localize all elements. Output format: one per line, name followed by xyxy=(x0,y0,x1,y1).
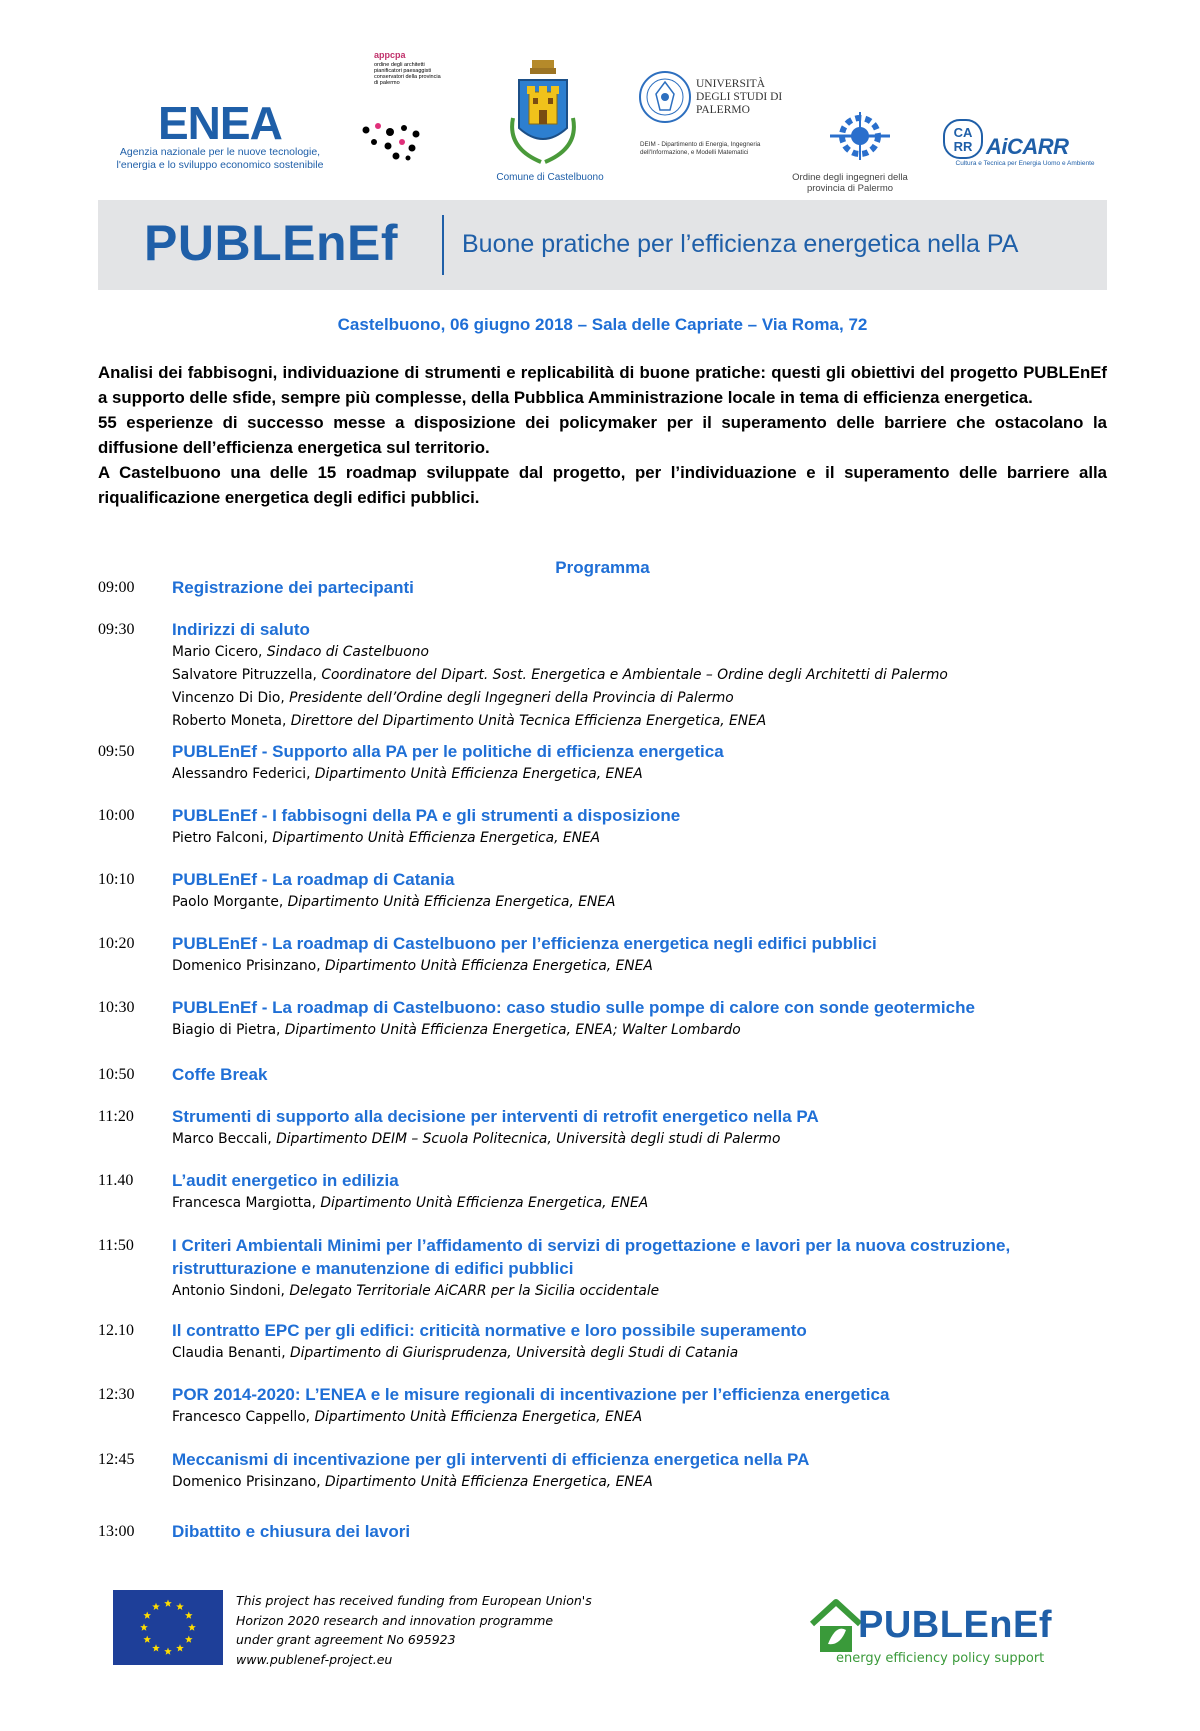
agenda-speakers xyxy=(172,891,1107,914)
speaker-line xyxy=(172,1406,1107,1429)
speaker-name: Vincenzo Di Dio, xyxy=(172,690,290,706)
speaker-name: Claudia Benanti, xyxy=(172,1345,291,1361)
agenda-time: 09:50 xyxy=(98,743,135,760)
agenda-time: 10:10 xyxy=(98,871,135,888)
speaker-role: Dipartimento Unità Efficienza Energetica, ENEA xyxy=(287,894,616,910)
speaker-role: Delegato Territoriale AiCARR per la Sicilia occidentale xyxy=(289,1283,660,1299)
agenda-title: I Criteri Ambientali Minimi per l’affidamento di servizi di progettazione e lavori per la nuova costruzione, ristrutturazione e manutenzione di edifici pubblici xyxy=(172,1236,1011,1278)
speaker-line xyxy=(172,1280,1107,1303)
agenda-time: 09:30 xyxy=(98,621,135,638)
speaker-name: Domenico Prisinzano, xyxy=(172,1474,325,1490)
speaker-line xyxy=(172,763,1107,786)
agenda-title: Strumenti di supporto alla decisione per interventi di retrofit energetico nella PA xyxy=(172,1107,819,1126)
funding-line: under grant agreement No 695923 xyxy=(236,1632,456,1647)
speaker-role: Dipartimento di Giurisprudenza, Università degli Studi di Catania xyxy=(290,1345,739,1361)
speaker-name: Alessandro Federici, xyxy=(172,766,315,782)
funding-line: This project has received funding from European Union's xyxy=(236,1593,592,1608)
enea-logo-word: ENEA xyxy=(158,97,282,149)
speaker-role: Dipartimento Unità Efficienza Energetica, ENEA xyxy=(314,766,643,782)
speaker-line xyxy=(172,955,1107,978)
ordine-ingegneri-label: Ordine degli ingegneri della provincia di Palermo xyxy=(792,172,908,194)
speaker-name: Marco Beccali, xyxy=(172,1131,277,1147)
publenef-house-icon xyxy=(806,1596,866,1658)
speaker-role: Dipartimento Unità Efficienza Energetica, ENEA; Walter Lombardo xyxy=(284,1022,741,1038)
unipa-seal-icon xyxy=(638,70,692,124)
agenda-time: 12.10 xyxy=(98,1322,134,1339)
agenda-title: PUBLEnEf - La roadmap di Castelbuono: caso studio sulle pompe di calore con sonde geotermiche xyxy=(172,998,975,1017)
agenda-speakers xyxy=(172,641,1107,733)
publenef-logo-tagline: energy efficiency policy support xyxy=(836,1651,1045,1666)
agenda-speakers xyxy=(172,1280,1107,1303)
event-location-date: Castelbuono, 06 giugno 2018 – Sala delle Capriate – Via Roma, 72 xyxy=(337,315,868,334)
banner-title: PUBLEnEf xyxy=(144,215,398,271)
appcpa-logo-text: ordine degli architetti pianificatori paesaggisti conservatori della provincia di palermo xyxy=(374,62,441,86)
agenda-speakers xyxy=(172,1342,1107,1365)
intro-paragraph: Analisi dei fabbisogni, individuazione di strumenti e replicabilità di buone pratiche: questi gli obiettivi del progetto PUBLEnEf a supporto delle sfide, sempre più complesse, della Pubblica Amministrazione locale in tema di efficienza energetica. xyxy=(98,363,1107,407)
speaker-role: Sindaco di Castelbuono xyxy=(266,644,429,660)
agenda-speakers xyxy=(172,1019,1107,1042)
banner-subtitle: Buone pratiche per l’efficienza energetica nella PA xyxy=(462,230,1019,258)
speaker-line xyxy=(172,1128,1107,1151)
agenda-title: POR 2014-2020: L’ENEA e le misure regionali di incentivazione per l’efficienza energetica xyxy=(172,1385,890,1404)
agenda-title: Dibattito e chiusura dei lavori xyxy=(172,1522,411,1541)
speaker-line xyxy=(172,1192,1107,1215)
agenda-time: 10:20 xyxy=(98,935,135,952)
speaker-role: Dipartimento Unità Efficienza Energetica, ENEA xyxy=(314,1409,643,1425)
enea-logo-subtitle: Agenzia nazionale per le nuove tecnologie, l'energia e lo sviluppo economico sostenibile xyxy=(116,146,324,171)
appcpa-dots-icon xyxy=(360,120,426,162)
agenda-time: 11:20 xyxy=(98,1108,134,1125)
header-banner xyxy=(98,200,1107,290)
agenda-title: PUBLEnEf - I fabbisogni della PA e gli strumenti a disposizione xyxy=(172,806,681,825)
agenda-time: 10:00 xyxy=(98,807,135,824)
agenda-time: 11:50 xyxy=(98,1237,134,1254)
intro-paragraph: 55 esperienze di successo messe a disposizione dei policymaker per il superamento delle barriere che ostacolano la diffusione dell’efficienza energetica sul territorio. xyxy=(98,413,1107,457)
speaker-name: Domenico Prisinzano, xyxy=(172,958,325,974)
agenda-time: 13:00 xyxy=(98,1523,135,1540)
agenda-title: PUBLEnEf - Supporto alla PA per le politiche di efficienza energetica xyxy=(172,742,724,761)
agenda-speakers xyxy=(172,1128,1107,1151)
speaker-line xyxy=(172,827,1107,850)
agenda-title: Coffe Break xyxy=(172,1065,268,1084)
speaker-name: Biagio di Pietra, xyxy=(172,1022,285,1038)
speaker-role: Direttore del Dipartimento Unità Tecnica Efficienza Energetica, ENEA xyxy=(290,713,767,729)
speaker-role: Dipartimento Unità Efficienza Energetica, ENEA xyxy=(320,1195,649,1211)
aicarr-logo-word: AiCARR xyxy=(986,134,1069,159)
agenda-speakers xyxy=(172,1471,1107,1494)
agenda-title: Il contratto EPC per gli edifici: criticità normative e loro possibile superamento xyxy=(172,1321,807,1340)
agenda-speakers xyxy=(172,763,1107,786)
speaker-name: Francesco Cappello, xyxy=(172,1409,315,1425)
funding-line: Horizon 2020 research and innovation programme xyxy=(236,1612,554,1628)
speaker-name: Paolo Morgante, xyxy=(172,894,288,910)
agenda-title: Meccanismi di incentivazione per gli interventi di efficienza energetica nella PA xyxy=(172,1450,810,1469)
speaker-line xyxy=(172,664,1107,687)
agenda-speakers xyxy=(172,1192,1107,1215)
speaker-name: Salvatore Pitruzzella, xyxy=(172,667,322,683)
banner-divider xyxy=(442,215,444,275)
agenda-time: 09:00 xyxy=(98,579,135,596)
speaker-name: Pietro Falconi, xyxy=(172,830,273,846)
speaker-line xyxy=(172,1342,1107,1365)
ordine-gear-icon xyxy=(828,108,892,164)
speaker-line xyxy=(172,1019,1107,1042)
agenda-title: Indirizzi di saluto xyxy=(172,620,310,639)
speaker-role: Dipartimento Unità Efficienza Energetica, ENEA xyxy=(325,1474,653,1490)
agenda-speakers xyxy=(172,1406,1107,1429)
speaker-role: Dipartimento DEIM – Scuola Politecnica, Università degli studi di Palermo xyxy=(276,1131,781,1147)
speaker-role: Dipartimento Unità Efficienza Energetica, ENEA xyxy=(325,958,653,974)
agenda-speakers xyxy=(172,827,1107,850)
speaker-line xyxy=(172,687,1107,710)
agenda-title: Registrazione dei partecipanti xyxy=(172,578,414,597)
svg-text:CA: CA xyxy=(953,125,973,140)
speaker-name: Roberto Moneta, xyxy=(172,713,291,729)
intro-text xyxy=(98,360,1107,510)
aicarr-logo-subtitle: Cultura e Tecnica per Energia Uomo e Ambiente xyxy=(955,160,1095,167)
agenda-time: 10:30 xyxy=(98,999,135,1016)
project-website-link[interactable]: www.publenef-project.eu xyxy=(236,1651,393,1667)
speaker-name: Mario Cicero, xyxy=(172,644,267,660)
agenda-title: PUBLEnEf - La roadmap di Catania xyxy=(172,870,455,889)
agenda-time: 12:45 xyxy=(98,1451,135,1468)
unipa-logo-name: UNIVERSITÀ DEGLI STUDI DI PALERMO xyxy=(696,78,783,116)
aicarr-ca-rr-icon xyxy=(942,118,984,160)
agenda-title: PUBLEnEf - La roadmap di Castelbuono per l’efficienza energetica negli edifici pubblici xyxy=(172,934,877,953)
speaker-name: Antonio Sindoni, xyxy=(172,1283,290,1299)
agenda-time: 10:50 xyxy=(98,1066,135,1083)
publenef-logo-word: PUBLEnEf xyxy=(858,1604,1052,1646)
speaker-role: Coordinatore del Dipart. Sost. Energetica e Ambientale – Ordine degli Architetti di Palermo xyxy=(321,667,948,683)
speaker-role: Presidente dell’Ordine degli Ingegneri della Provincia di Palermo xyxy=(289,690,734,706)
funding-notice xyxy=(236,1591,616,1669)
unipa-logo-dept: DEIM - Dipartimento di Energia, Ingegneria dell'Informazione, e Modelli Matematici xyxy=(640,141,761,156)
eu-flag-icon xyxy=(113,1590,223,1665)
speaker-role: Dipartimento Unità Efficienza Energetica, ENEA xyxy=(272,830,601,846)
agenda-time: 12:30 xyxy=(98,1386,135,1403)
speaker-line xyxy=(172,1471,1107,1494)
appcpa-logo-name: appcpa xyxy=(374,50,406,60)
speaker-line xyxy=(172,641,1107,664)
intro-paragraph: A Castelbuono una delle 15 roadmap sviluppate dal progetto, per l’individuazione e il superamento delle barriere alla riqualificazione energetica degli edifici pubblici. xyxy=(98,463,1107,507)
castelbuono-logo-label: Comune di Castelbuono xyxy=(496,172,604,183)
agenda-speakers xyxy=(172,955,1107,978)
svg-text:RR: RR xyxy=(953,139,973,154)
programma-heading: Programma xyxy=(555,558,650,577)
agenda-time: 11.40 xyxy=(98,1172,134,1189)
speaker-line xyxy=(172,710,1107,733)
speaker-line xyxy=(172,891,1107,914)
castelbuono-crest-icon xyxy=(505,58,581,170)
speaker-name: Francesca Margiotta, xyxy=(172,1195,321,1211)
agenda-title: L’audit energetico in edilizia xyxy=(172,1171,399,1190)
